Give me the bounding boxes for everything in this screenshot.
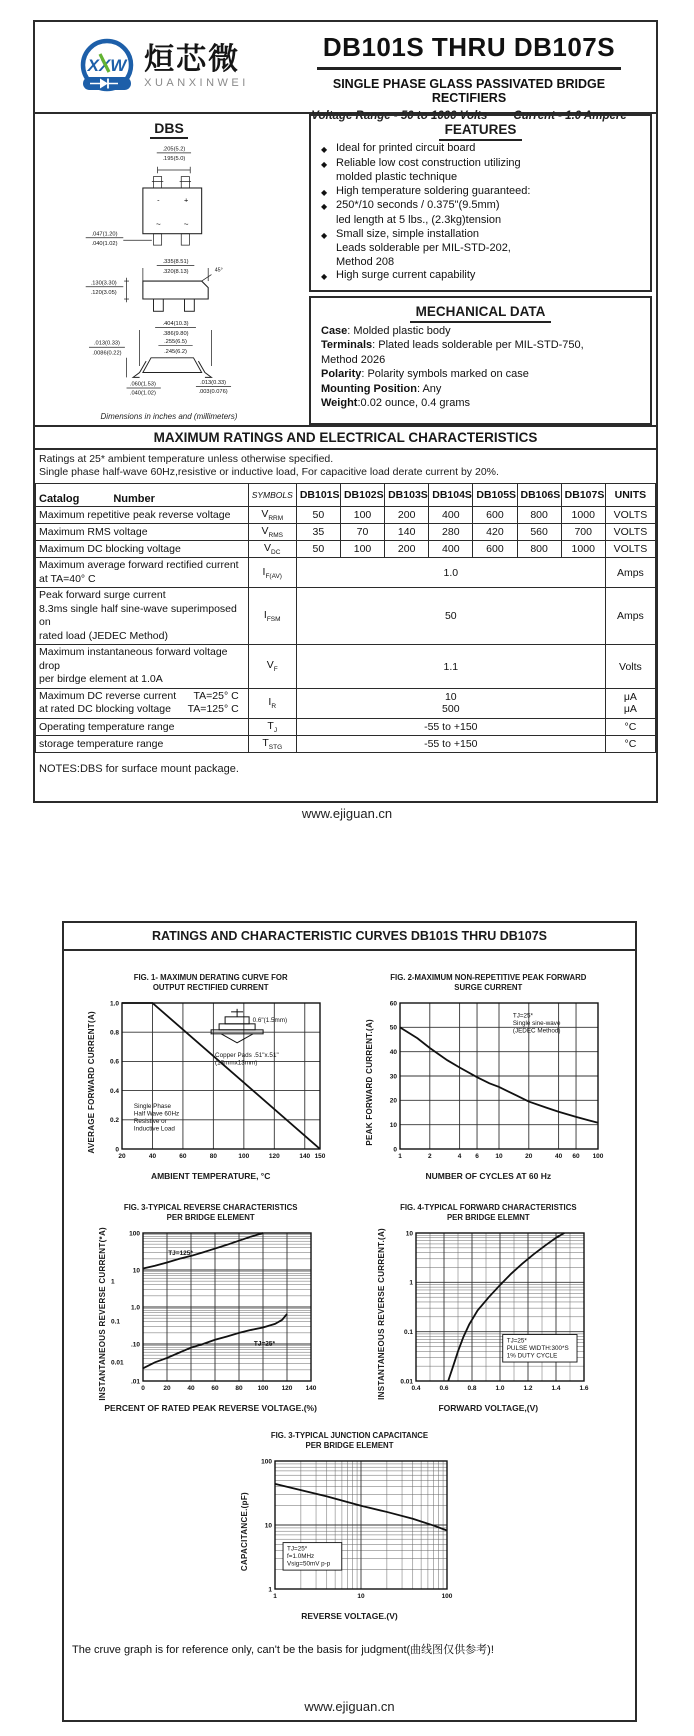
svg-text:20: 20	[389, 1097, 397, 1105]
param-cell: Peak forward surge current 8.3ms single half sine-wave superimposed on rated load (JEDEC Method)	[36, 588, 249, 645]
package-outline-drawing	[37, 139, 301, 397]
part-number-title: DB101S THRU DB107S	[317, 32, 621, 70]
svg-text:80: 80	[209, 1153, 218, 1160]
svg-text:1.6: 1.6	[579, 1385, 589, 1392]
param-cell: Operating temperature range	[36, 718, 249, 735]
brand-logo	[35, 22, 290, 112]
svg-text:0.6: 0.6	[110, 1058, 120, 1066]
svg-text:0.4: 0.4	[411, 1385, 421, 1392]
svg-text:40: 40	[554, 1153, 563, 1160]
table-row-vrrm: Maximum repetitive peak reverse voltage $V_{RRM}$ 50 100 200 400 600 800 1000 VOLTS	[36, 507, 656, 524]
svg-text:1.0: 1.0	[110, 1000, 120, 1008]
units-cell: Amps	[605, 588, 655, 645]
logo-circle-icon	[76, 36, 138, 98]
device-header: DB104S	[429, 484, 473, 507]
svg-text:.386(9.80): .386(9.80)	[162, 330, 189, 337]
svg-text:20: 20	[524, 1153, 533, 1160]
feature-item: led length at 5 lbs., (2.3kg)tension	[336, 213, 502, 226]
table-row-vrms: Maximum RMS voltage $V_{RMS}$ 35 70 140 280 420 560 700 VOLTS	[36, 524, 656, 541]
page2-title-bar: RATINGS AND CHARACTERISTIC CURVES DB101S THRU DB107S	[64, 923, 635, 951]
svg-text:0: 0	[141, 1385, 145, 1392]
fig3-chart	[107, 1225, 323, 1402]
svg-text:.013(0.33): .013(0.33)	[93, 340, 120, 347]
mechanical-item: Mounting Position: Any	[321, 382, 442, 395]
svg-text:0.1: 0.1	[111, 1318, 121, 1326]
svg-text:0: 0	[393, 1146, 397, 1154]
fig4-plot-svg	[386, 1225, 600, 1397]
value-cell: 1.0	[296, 558, 605, 588]
svg-text:1: 1	[398, 1153, 402, 1160]
fig3-y-axis-label: INSTANTANEOUS REVERSE CURRENT(*A)	[98, 1226, 108, 1401]
svg-text:TJ=25*PULSE WIDTH:300*S1% DUTY: TJ=25* PULSE WIDTH:300*S 1% DUTY CYCLE	[506, 1337, 569, 1360]
device-header: DB101S	[296, 484, 340, 507]
svg-text:.255(6.5): .255(6.5)	[164, 339, 187, 346]
svg-text:.040(1.02): .040(1.02)	[91, 241, 118, 248]
fig2-x-axis-label: NUMBER OF CYCLES AT 60 Hz	[425, 1171, 552, 1181]
symbols-header: SYMBOLS	[248, 484, 296, 507]
units-cell: VOLTS	[605, 541, 655, 558]
units-cell: VOLTS	[605, 524, 655, 541]
units-cell: μA μA	[605, 688, 655, 718]
brand-name-cn: 烜芯微	[144, 43, 241, 76]
param-cell: Maximum average forward rectified current at TA=40° C	[36, 558, 249, 588]
svg-text:1.0: 1.0	[131, 1304, 141, 1312]
feature-item: ◆ Small size, simple installation	[321, 227, 480, 240]
ratings-table	[35, 483, 656, 753]
mechanical-data-section	[309, 296, 652, 425]
ratings-title-bar: MAXIMUM RATINGS AND ELECTRICAL CHARACTERISTICS	[35, 425, 656, 450]
fig5-block	[219, 1431, 481, 1621]
svg-text:60: 60	[572, 1153, 580, 1160]
annotation	[283, 1543, 342, 1571]
svg-text:.245(6.2): .245(6.2)	[164, 348, 187, 355]
svg-text:0.8: 0.8	[110, 1029, 120, 1037]
units-cell: Volts	[605, 645, 655, 689]
fig3-x-axis-label: PERCENT OF RATED PEAK REVERSE VOLTAGE.(%)	[104, 1403, 317, 1413]
page1-frame	[33, 20, 658, 803]
svg-text:80: 80	[235, 1385, 243, 1392]
table-row-ir	[36, 688, 656, 718]
fig3-plot-svg	[107, 1225, 323, 1397]
feature-item: ◆ High surge current capability	[321, 269, 476, 282]
svg-text:0.6"(1.5mm): 0.6"(1.5mm)	[252, 1016, 288, 1024]
doc-subtitle: SINGLE PHASE GLASS PASSIVATED BRIDGE RECTIFIERS	[332, 77, 606, 105]
fig2-title: FIG. 2-MAXIMUM NON-REPETITIVE PEAK FORWARD SURGE CURRENT	[390, 973, 587, 992]
svg-text:TJ=25*Single sine-wave(JEDEC M: TJ=25* Single sine-wave (JEDEC Method)	[512, 1012, 561, 1035]
svg-text:100: 100	[238, 1153, 250, 1160]
page2-frame	[62, 921, 637, 1722]
value-cell: -55 to +150	[296, 718, 605, 735]
svg-text:140: 140	[299, 1153, 311, 1160]
svg-text:100: 100	[261, 1458, 272, 1466]
fig1-chart	[96, 995, 334, 1170]
fig5-x-axis-label: REVERSE VOLTAGE.(V)	[301, 1611, 398, 1621]
fig5-y-axis-label: CAPACITANCE.(pF)	[240, 1491, 249, 1572]
svg-text:10: 10	[405, 1230, 413, 1238]
svg-text:1.2: 1.2	[523, 1385, 533, 1392]
svg-text:40: 40	[187, 1385, 195, 1392]
svg-text:XXW: XXW	[87, 56, 127, 75]
svg-text:6: 6	[475, 1153, 479, 1160]
current-rating: Current - 1.0 Ampere	[513, 110, 627, 122]
svg-text:10: 10	[264, 1522, 272, 1530]
svg-text:TJ=25*: TJ=25*	[254, 1340, 276, 1348]
param-cell: Maximum DC reverse current TA=25° C at rated DC blocking voltage TA=125° C	[36, 688, 249, 718]
fig4-x-axis-label: FORWARD VOLTAGE,(V)	[438, 1403, 539, 1413]
fig5-plot-svg	[249, 1453, 459, 1605]
features-list	[321, 142, 640, 284]
ratings-notes	[35, 450, 656, 483]
svg-text:50: 50	[389, 1024, 397, 1032]
annotation	[215, 1052, 279, 1067]
device-header: DB107S	[561, 484, 605, 507]
header	[35, 22, 656, 122]
feature-item: molded plastic technique	[336, 171, 458, 184]
feature-item: Method 208	[336, 255, 395, 268]
features-title: FEATURES	[321, 122, 640, 137]
param-cell: Maximum instantaneous forward voltage drop per birdge element at 1.0A	[36, 645, 249, 689]
fig4-title: FIG. 4-TYPICAL FORWARD CHARACTERISTICS PER BRIDGE ELEMNT	[400, 1203, 577, 1222]
symbol-cell: $I_R$	[248, 688, 296, 718]
feature-item: ◆ High temperature soldering guaranteed:	[321, 184, 531, 197]
table-row-tj	[36, 718, 656, 735]
svg-text:10: 10	[132, 1267, 141, 1275]
notes-line: NOTES:DBS for surface mount package.	[39, 762, 239, 775]
page2-footer-link[interactable]: www.ejiguan.cn	[304, 1699, 395, 1714]
svg-text:1.4: 1.4	[551, 1385, 561, 1392]
svg-text:45°: 45°	[214, 267, 223, 274]
svg-text:100: 100	[441, 1593, 453, 1600]
param-cell: Maximum DC blocking voltage	[36, 541, 249, 558]
svg-text:+: +	[184, 195, 189, 205]
units-cell: °C	[605, 718, 655, 735]
value-cell: -55 to +150	[296, 735, 605, 752]
fig4-y-axis-label: INSTANTANEOUS REVERSE CURRENT.(A)	[376, 1227, 386, 1400]
svg-text:20: 20	[163, 1385, 171, 1392]
svg-text:.0086(0.22): .0086(0.22)	[92, 350, 122, 357]
svg-text:TJ=25*f=1.0MHzVsig=50mV p-p: TJ=25* f=1.0MHz Vsig=50mV p-p	[287, 1545, 331, 1568]
svg-text:1: 1	[409, 1279, 413, 1287]
svg-text:30: 30	[389, 1073, 397, 1081]
symbol-cell: $V_F$	[248, 645, 296, 689]
device-header: DB105S	[473, 484, 517, 507]
mechanical-item: Case: Molded plastic body	[321, 324, 451, 337]
svg-text:100: 100	[129, 1230, 141, 1238]
symbol-cell: $T_J$	[248, 718, 296, 735]
units-cell: Amps	[605, 558, 655, 588]
svg-text:10: 10	[389, 1121, 397, 1129]
mechanical-item: Weight:0.02 ounce, 0.4 grams	[321, 397, 470, 410]
svg-text:.404(10.3): .404(10.3)	[162, 321, 189, 328]
svg-text:.047(1.20): .047(1.20)	[91, 231, 118, 238]
package-inset-icon	[211, 1009, 263, 1043]
svg-text:.013(0.33): .013(0.33)	[200, 379, 227, 386]
svg-text:60: 60	[389, 1000, 397, 1008]
feature-item: ◆ 250*/10 seconds / 0.375"(9.5mm)	[321, 199, 500, 212]
ratings-note-1: Ratings at 25* ambient temperature unless otherwise specified.	[39, 453, 334, 465]
svg-text:120: 120	[281, 1385, 293, 1392]
catalog-number-header: Catalog Number	[36, 484, 249, 507]
features-section	[309, 114, 652, 292]
package-name: DBS	[150, 120, 188, 139]
device-header: DB102S	[340, 484, 384, 507]
svg-text:.120(3.05): .120(3.05)	[90, 290, 117, 297]
units-header: UNITS	[605, 484, 655, 507]
svg-text:100: 100	[592, 1153, 604, 1160]
voltage-range: Voltage Range - 50 to 1000 Volts	[311, 110, 488, 122]
brand-name-en: XUANXINWEI	[144, 77, 249, 89]
svg-text:2: 2	[427, 1153, 432, 1160]
svg-text:40: 40	[149, 1153, 157, 1160]
symbol-cell: $V_{RRM}$	[248, 507, 296, 524]
svg-text:.040(1.02): .040(1.02)	[129, 390, 156, 397]
annotation	[503, 1335, 577, 1363]
value-cell: 10 500	[296, 688, 605, 718]
mechanical-list	[321, 324, 640, 411]
units-cell: VOLTS	[605, 507, 655, 524]
svg-text:.10: .10	[131, 1341, 141, 1349]
svg-text:0.2: 0.2	[110, 1117, 120, 1125]
value-cell: 50	[296, 588, 605, 645]
fig5-title: FIG. 3-TYPICAL JUNCTION CAPACITANCE PER BRIDGE ELEMENT	[270, 1431, 429, 1450]
tick-labels	[400, 1230, 589, 1392]
series-TJ=125*	[143, 1233, 263, 1268]
fig1-title: FIG. 1- MAXIMUN DERATING CURVE FOR OUTPUT RECTIFIED CURRENT	[133, 973, 288, 992]
fig4-chart	[386, 1225, 600, 1402]
ratings-note-2: Single phase half-wave 60Hz,resistive or inductive load, For capacitive load derate current by 20%.	[39, 466, 499, 478]
symbol-cell: $I_{F(AV)}$	[248, 558, 296, 588]
symbol-cell: $V_{DC}$	[248, 541, 296, 558]
table-row-ifsm	[36, 588, 656, 645]
fig1-plot-svg	[96, 995, 334, 1165]
value-cell: 1.1	[296, 645, 605, 689]
symbol-cell: $I_{FSM}$	[248, 588, 296, 645]
svg-text:60: 60	[211, 1385, 219, 1392]
param-cell: Maximum repetitive peak reverse voltage	[36, 507, 249, 524]
svg-text:~: ~	[183, 220, 189, 230]
mechanical-title: MECHANICAL DATA	[321, 304, 640, 319]
svg-text:40: 40	[389, 1048, 397, 1056]
svg-text:.01: .01	[131, 1378, 141, 1386]
annotation	[513, 1013, 561, 1035]
svg-text:0.4: 0.4	[110, 1087, 120, 1095]
fig5-chart	[249, 1453, 459, 1610]
svg-text:.320(8.13): .320(8.13)	[162, 268, 189, 275]
svg-text:.205(5.2): .205(5.2)	[162, 146, 186, 153]
svg-text:150: 150	[314, 1153, 326, 1160]
fig1-y-axis-label: AVERAGE FORWARD CURRENT(A)	[87, 1011, 97, 1154]
svg-text:10: 10	[495, 1153, 503, 1160]
units-cell: °C	[605, 735, 655, 752]
svg-text:Single PhaseHalf Wave 60HzResi: Single Phase Half Wave 60Hz Resistive or Inductive Load	[134, 1103, 180, 1133]
package-and-specs-section	[35, 114, 656, 425]
svg-text:1: 1	[111, 1278, 115, 1286]
package-caption: Dimensions in inches and (millimeters)	[100, 412, 238, 421]
title-block	[290, 22, 656, 122]
svg-text:60: 60	[179, 1153, 187, 1160]
device-header: DB103S	[385, 484, 429, 507]
svg-text:.195(5.0): .195(5.0)	[162, 156, 186, 163]
fig3-title: FIG. 3-TYPICAL REVERSE CHARACTERISTICS PER BRIDGE ELEMENT	[123, 1203, 298, 1222]
fig1-block	[80, 973, 342, 1181]
mechanical-item: Polarity: Polarity symbols marked on case	[321, 368, 529, 381]
svg-text:Copper Pads .51"x.51"(13mmx13m: Copper Pads .51"x.51" (13mmx13mm)	[215, 1052, 279, 1067]
svg-text:1.0: 1.0	[495, 1385, 505, 1392]
svg-text:0: 0	[115, 1146, 120, 1154]
svg-text:.335(8.51): .335(8.51)	[162, 259, 189, 266]
feature-item: ◆ Ideal for printed circuit board	[321, 142, 476, 154]
annotation	[134, 1103, 179, 1133]
fig1-x-axis-label: AMBIENT TEMPERATURE, °C	[150, 1171, 271, 1181]
symbol-cell: $V_{RMS}$	[248, 524, 296, 541]
specs-column	[303, 114, 656, 425]
svg-text:.003(0.076): .003(0.076)	[198, 388, 228, 395]
table-row-ifav	[36, 558, 656, 588]
tick-labels	[390, 1000, 604, 1160]
svg-text:0.8: 0.8	[467, 1385, 477, 1392]
mechanical-item: Method 2026	[321, 353, 386, 366]
annotation	[253, 1017, 287, 1024]
svg-text:~: ~	[156, 220, 161, 230]
table-row-vdc: Maximum DC blocking voltage $V_{DC}$ 50 100 200 400 600 800 1000 VOLTS	[36, 541, 656, 558]
svg-text:TJ=125*: TJ=125*	[168, 1250, 194, 1258]
svg-text:0.01: 0.01	[400, 1378, 413, 1386]
svg-text:4: 4	[457, 1153, 462, 1160]
svg-text:120: 120	[269, 1153, 280, 1160]
page1-footer-link[interactable]: www.ejiguan.cn	[301, 806, 393, 821]
disclaimer-text: The cruve graph is for reference only, can't be the basis for judgment(曲线图仅供参考)!	[72, 1644, 494, 1656]
svg-text:140: 140	[305, 1385, 317, 1392]
table-row-tstg	[36, 735, 656, 752]
feature-item: Leads solderable per MIL-STD-202,	[336, 242, 511, 255]
svg-text:.060(1.53): .060(1.53)	[129, 381, 156, 388]
symbol-cell: $T_{STG}$	[248, 735, 296, 752]
svg-text:0.1: 0.1	[403, 1328, 413, 1336]
mechanical-item: Terminals: Plated leads solderable per MIL-STD-750,	[321, 339, 584, 352]
feature-item: ◆ Reliable low cost construction utilizing	[321, 156, 521, 169]
tick-labels	[110, 1000, 326, 1160]
fig4-block	[357, 1203, 619, 1413]
device-header: DB106S	[517, 484, 561, 507]
svg-text:.130(3.30): .130(3.30)	[90, 280, 117, 287]
package-column	[35, 114, 303, 425]
svg-text:20: 20	[118, 1153, 126, 1160]
svg-text:100: 100	[257, 1385, 269, 1392]
svg-text:0.6: 0.6	[439, 1385, 449, 1392]
param-cell: storage temperature range	[36, 735, 249, 752]
table-row-vf	[36, 645, 656, 689]
svg-text:-: -	[157, 195, 160, 205]
grid-lines	[400, 1003, 598, 1149]
fig2-plot-svg	[374, 995, 612, 1165]
param-cell: Maximum RMS voltage	[36, 524, 249, 541]
fig2-y-axis-label: PEAK FORWARD CURRENT.(A)	[364, 1019, 374, 1146]
svg-text:1: 1	[273, 1593, 277, 1600]
tick-labels	[111, 1230, 317, 1392]
svg-text:10: 10	[357, 1593, 365, 1600]
fig3-block	[80, 1203, 342, 1413]
fig2-chart	[374, 995, 612, 1170]
fig2-block	[357, 973, 619, 1181]
svg-text:1: 1	[268, 1586, 272, 1594]
svg-text:0.01: 0.01	[111, 1359, 124, 1367]
table-header-row	[36, 484, 656, 507]
